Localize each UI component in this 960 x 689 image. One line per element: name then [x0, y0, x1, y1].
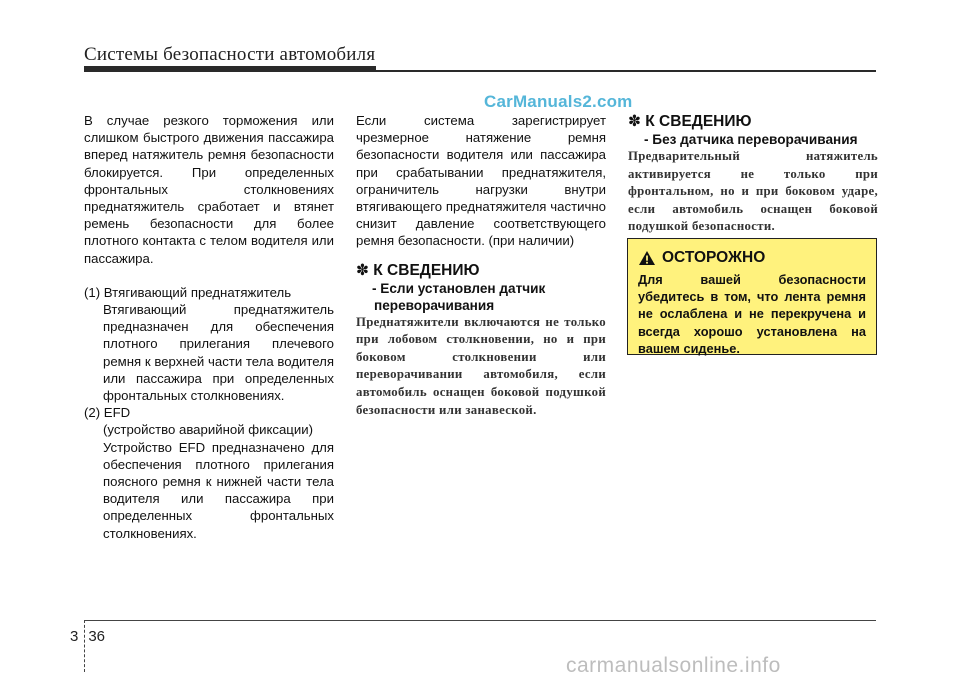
chapter-number: 3 — [70, 628, 79, 645]
page-number-value: 36 — [88, 628, 106, 645]
item1-text: Втягивающий преднатяжитель предназначен для обеспечения плотного прилегания плечевого ремня к верхней части тела водителя или пассажира при определенных фронтальных столкновениях. — [103, 302, 334, 404]
item1-label: (1) Втягивающий преднатяжитель — [84, 284, 292, 300]
item2-label: (2) EFD — [84, 405, 131, 421]
intro-paragraph: В случае резкого торможения или слишком быстрого движения пассажира вперед натяжитель ремня безопасности блокируется. При определенных фронтальных столкновениях преднатяжитель сработает и втянет ремень безопасности для более плотного контакта с телом водителя или пассажира. — [84, 113, 334, 266]
footer-line — [84, 620, 876, 621]
section-title: Системы безопасности автомобиля — [84, 44, 376, 65]
item2-text: Устройство EFD предназначено для обеспечения плотного прилегания поясного ремня к нижней части тела водителя или пассажира при определенных фронтальных столкновениях. — [103, 439, 334, 541]
column-middle — [356, 112, 606, 419]
page-number — [70, 628, 105, 645]
watermark-top: CarManuals2.com — [484, 92, 633, 111]
item2-sublabel: (устройство аварийной фиксации) — [103, 422, 313, 438]
column-right — [628, 112, 878, 236]
note-subheading: - Без датчика переворачивания — [644, 132, 858, 147]
note-subheading: - Если установлен датчик переворачивания — [372, 280, 546, 313]
note-heading: ✽ К СВЕДЕНИЮ — [628, 113, 752, 130]
warning-triangle-icon — [638, 250, 656, 266]
warning-text: Для вашей безопасности убедитесь в том, что лента ремня не ослаблена и не перекручена и всегда хорошо установлена на вашем сиденье. — [638, 272, 866, 356]
warning-heading — [638, 249, 866, 267]
watermark-bottom: carmanualsonline.info — [566, 654, 781, 677]
note-text: Предварительный натяжитель активируется не только при фронтальном, но и при боковом ударе, если автомобиль оснащен боковой подушкой безопасности. — [628, 149, 878, 234]
column-left — [84, 112, 334, 542]
limiter-paragraph: Если система зарегистрирует чрезмерное натяжение ремня безопасности водителя или пассажира при срабатывании преднатяжителя, ограничитель нагрузки внутри втягивающего преднатяжителя частично снизит давление соответствующего ремня безопасности. (при наличии) — [356, 113, 606, 249]
warning-title: ОСТОРОЖНО — [662, 249, 766, 266]
header-bar-thick — [84, 66, 376, 72]
header-bar-thin — [376, 70, 876, 72]
note-text: Преднатяжители включаются не только при лобовом столкновении, но и при боковом столкновении или переворачивании автомобиля, если автомобиль оснащен боковой подушкой безопасности или занавеской. — [356, 314, 606, 417]
note-heading: ✽ К СВЕДЕНИЮ — [356, 261, 480, 279]
warning-box — [627, 238, 877, 355]
